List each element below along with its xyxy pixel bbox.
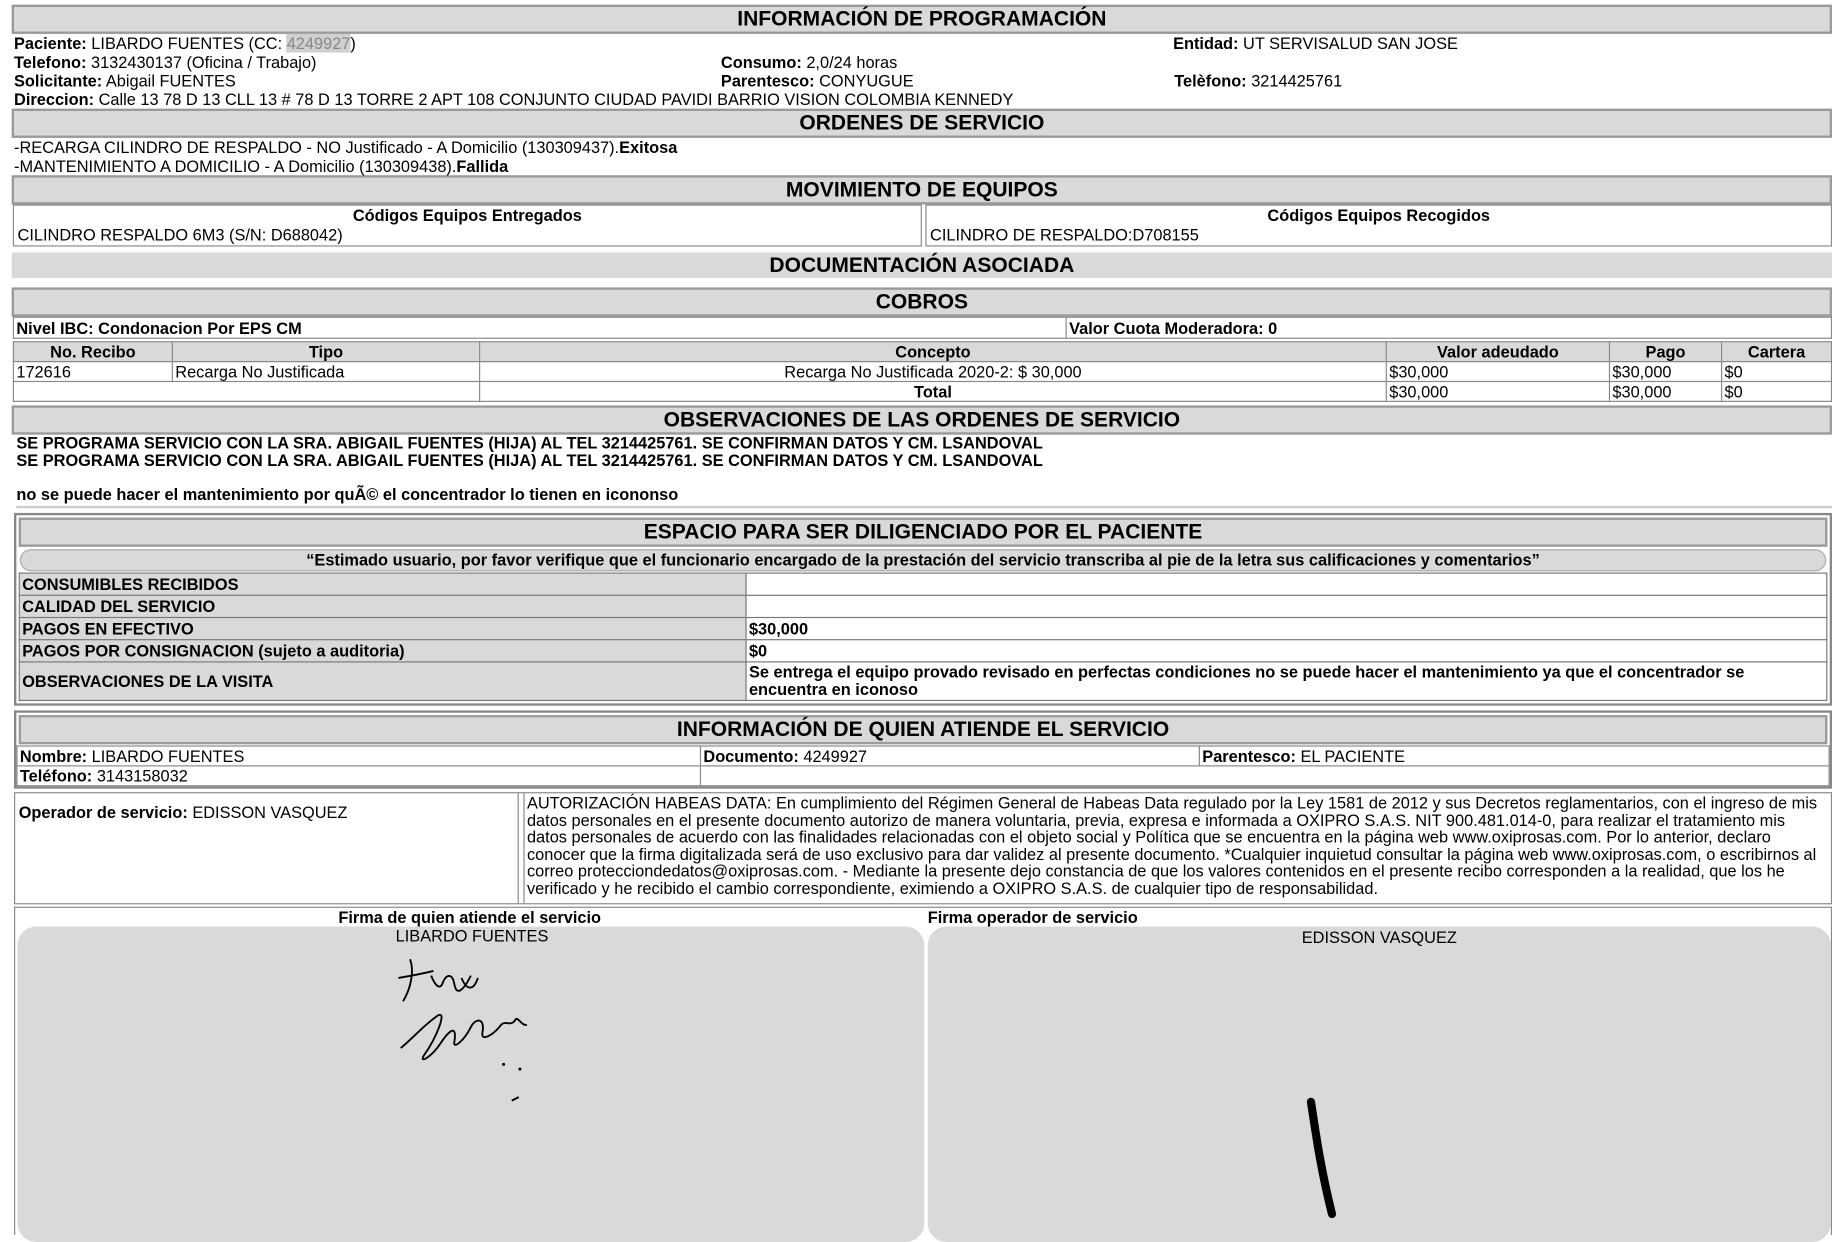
atiende-parentesco: Parentesco: EL PACIENTE [1199, 746, 1829, 766]
programacion-row-1 [14, 34, 1832, 53]
equipos-table [13, 204, 1832, 246]
firmas-section [14, 907, 1832, 1235]
panel-espacio-paciente [14, 513, 1832, 706]
observaciones-body [16, 435, 1832, 509]
firma-operador-name: EDISSON VASQUEZ [1301, 927, 1457, 947]
section-header-documentacion: DOCUMENTACIÓN ASOCIADA [12, 252, 1832, 278]
orden-status: Fallida [456, 156, 509, 176]
solicitante-value: Abigail FUENTES [105, 71, 236, 90]
firma-operador-box [928, 927, 1831, 1242]
col-header: No. Recibo [13, 342, 172, 362]
consumo: Consumo: 2,0/24 horas [720, 52, 898, 72]
programacion-row-4 [14, 90, 1832, 109]
cell: Recarga No Justificada 2020-2: $ 30,000 [480, 362, 1387, 382]
solicitante-label: Solicitante: [14, 71, 103, 90]
firma-atiende-box [18, 927, 925, 1242]
cell: Recarga No Justificada [172, 362, 479, 382]
direccion-value: Calle 13 78 D 13 CLL 13 # 78 D 13 TORRE 2 APT 108 CONJUNTO CIUDAD PAVIDI BARRIO VISION COLOMBIA KENNEDY [98, 89, 1014, 109]
table-row: PAGOS EN EFECTIVO $30,000 [19, 617, 1827, 639]
signature-icon [389, 943, 553, 1107]
signature-icon [1292, 1097, 1362, 1226]
firma-operador-column [928, 908, 1831, 1242]
col-header: Valor adeudado [1386, 342, 1609, 362]
panel-atiende [14, 710, 1832, 788]
nivel-ibc: Nivel IBC: Condonacion Por EPS CM [13, 317, 1066, 338]
entidad: Entidad: UT SERVISALUD SAN JOSE [1173, 33, 1458, 53]
parentesco: Parentesco: CONYUGUE [720, 71, 914, 90]
equipos-recogidos: Códigos Equipos Recogidos CILINDRO DE RESPALDO:D708155 [925, 204, 1832, 246]
consignacion-field: $0 [746, 640, 1827, 662]
cell: 172616 [13, 362, 172, 382]
col-header: Tipo [172, 342, 479, 362]
cobros-ibc-table [13, 317, 1832, 339]
efectivo-field: $30,000 [746, 617, 1827, 639]
telefono-entidad: Telèfono: 3214425761 [1174, 71, 1343, 90]
habeas-data-text: AUTORIZACIÓN HABEAS DATA: En cumplimiento del Régimen General de Habeas Data regulado por la Ley 1581 de 2012 y sus Decretos reglamentarios, con el ingreso de mis datos personales en el presente documento autorizo de manera voluntaria, previa, expresa e informada a OXIPRO S.A.S. NIT 900.481.014-0, para realizar el tratamiento mis datos personales de acuerdo con las finalidades relacionadas con el objeto social y Política que se encuentra en la página web www.oxiprosas.com. Por lo anterior, declaro conocer que la firma digitalizada será de uso exclusivo para dar validez al presente documento. *Cualquier inquietud consultar la página web www.oxiprosas.com, o escribirnos al correo protecciondedatos@oxiprosas.com. - Mediante la presente dejo constancia de que los valores contenidos en el presente recibo corresponden a la realidad, que los he verificado y he recibido el cambio correspondiente, eximiendo a OXIPRO S.A.S. de cualquier tipo de responsabilidad. [523, 793, 1830, 903]
section-header-programacion: INFORMACIÓN DE PROGRAMACIÓN [12, 5, 1832, 34]
cuota-moderadora: Valor Cuota Moderadora: 0 [1066, 317, 1831, 338]
total-label: Total [480, 381, 1387, 401]
observacion-line: SE PROGRAMA SERVICIO CON LA SRA. ABIGAIL FUENTES (HIJA) AL TEL 3214425761. SE CONFIRMAN DATOS Y CM. LSANDOVAL [16, 451, 1043, 470]
calidad-field [746, 595, 1827, 617]
observaciones-visita-field: Se entrega el equipo provado revisado en perfectas condiciones no se puede hacer el mantenimiento ya que el concentrador se encuentra en iconoso [746, 662, 1827, 701]
firma-atiende-column [15, 908, 924, 1242]
total-row [13, 381, 1831, 401]
atiende-table [16, 745, 1829, 786]
cell: $30,000 [1386, 362, 1609, 382]
firma-operador-label: Firma operador de servicio [927, 907, 1138, 927]
cell: $30,000 [1609, 362, 1721, 382]
table-row: CONSUMIBLES RECIBIDOS [19, 573, 1827, 595]
orden-status: Exitosa [619, 137, 678, 157]
consumibles-field [746, 573, 1827, 595]
paciente-close: ) [350, 33, 356, 53]
paciente-cc-selected: 4249927 [286, 33, 351, 53]
observacion-line: SE PROGRAMA SERVICIO CON LA SRA. ABIGAIL FUENTES (HIJA) AL TEL 3214425761. SE CONFIRMAN DATOS Y CM. LSANDOVAL [16, 433, 1043, 453]
table-row: OBSERVACIONES DE LA VISITA Se entrega el equipo provado revisado en perfectas condiciones no se puede hacer el mantenimiento ya que el concentrador se encuentra en iconoso [19, 662, 1827, 701]
col-header: Cartera [1722, 342, 1832, 362]
cell: $30,000 [1609, 381, 1721, 401]
table-row: PAGOS POR CONSIGNACION (sujeto a auditoria) $0 [19, 640, 1827, 662]
section-header-cobros: COBROS [12, 287, 1832, 316]
aviso-usuario: “Estimado usuario, por favor verifique que el funcionario encargado de la prestación del servicio transcriba al pie de la letra sus calificaciones y comentarios” [20, 549, 1826, 571]
cell: $0 [1722, 381, 1832, 401]
atiende-telefono: Teléfono: 3143158032 [17, 766, 701, 786]
firma-atiende-label: Firma de quien atiende el servicio [338, 907, 602, 927]
table-row: CALIDAD DEL SERVICIO [19, 595, 1827, 617]
section-header-ordenes: ORDENES DE SERVICIO [12, 109, 1832, 138]
section-header-espacio: ESPACIO PARA SER DILIGENCIADO POR EL PACIENTE [19, 518, 1828, 547]
section-header-observaciones: OBSERVACIONES DE LAS ORDENES DE SERVICIO [12, 405, 1832, 434]
orden-item: -MANTENIMIENTO A DOMICILIO - A Domicilio (130309438).Fallida [14, 156, 509, 176]
telefono-value: 3132430137 (Oficina / Trabajo) [90, 52, 317, 72]
operador-habeas [14, 792, 1832, 904]
observacion-extra: no se puede hacer el mantenimiento por quÃ© el concentrador lo tienen en icononso [16, 484, 679, 504]
programacion-row-3 [14, 71, 1832, 90]
table-row [13, 362, 1831, 382]
diligenciado-table [19, 573, 1828, 702]
orden-item: -RECARGA CILINDRO DE RESPALDO - NO Justificado - A Domicilio (130309437).Exitosa [14, 137, 678, 157]
operador-servicio: Operador de servicio: EDISSON VASQUEZ [15, 793, 519, 903]
cell: $0 [1722, 362, 1832, 382]
section-header-movimiento: MOVIMIENTO DE EQUIPOS [12, 175, 1832, 204]
section-header-atiende: INFORMACIÓN DE QUIEN ATIENDE EL SERVICIO [19, 715, 1828, 744]
equipos-entregados: Códigos Equipos Entregados CILINDRO RESPALDO 6M3 (S/N: D688042) [13, 204, 922, 246]
cell: $30,000 [1386, 381, 1609, 401]
col-header: Concepto [480, 342, 1387, 362]
telefono-label: Telefono: [14, 52, 87, 72]
firma-atiende-name: LIBARDO FUENTES [395, 926, 549, 946]
direccion-label: Direccion: [14, 89, 95, 109]
programacion-row-2 [14, 53, 1832, 72]
atiende-documento: Documento: 4249927 [700, 746, 1199, 766]
col-header: Pago [1609, 342, 1721, 362]
paciente-label: Paciente: [14, 33, 87, 53]
cobros-table [13, 341, 1832, 402]
paciente-value: LIBARDO FUENTES (CC: [91, 33, 287, 53]
atiende-nombre: Nombre: LIBARDO FUENTES [17, 746, 701, 766]
